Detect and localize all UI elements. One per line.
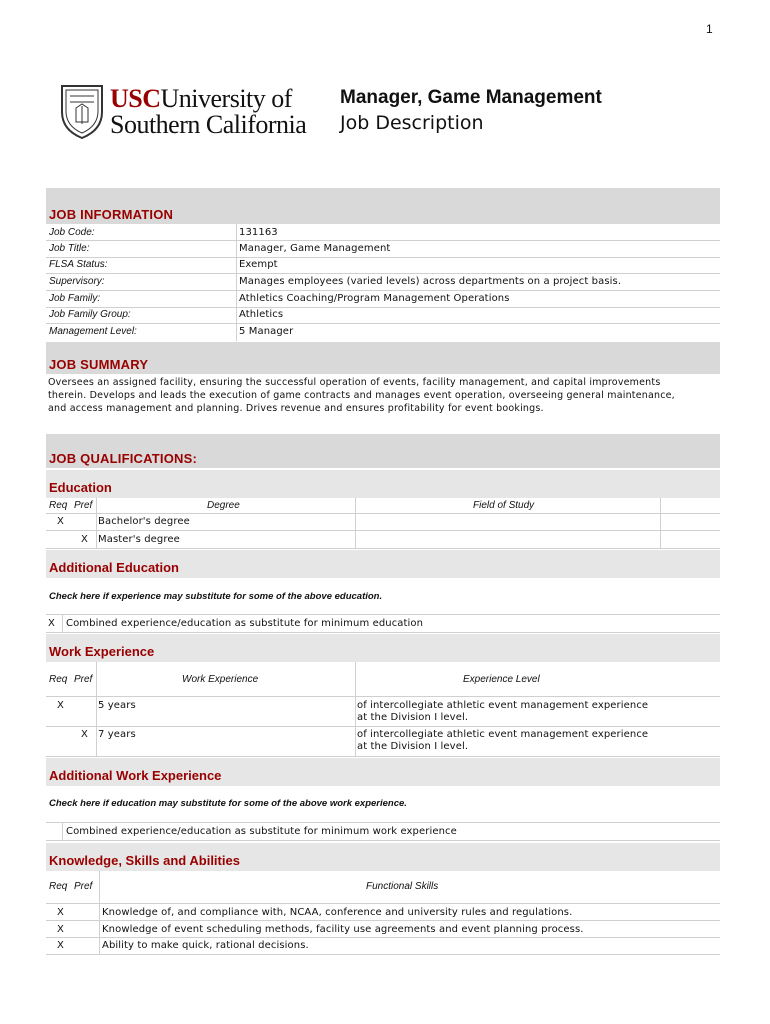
- job-summary-line-1: Oversees an assigned facility, ensuring the successful operation of events, facility management, and capital improvements: [48, 377, 661, 388]
- education-header: [46, 470, 720, 498]
- education-row-2-degree: Master's degree: [98, 534, 180, 545]
- additional-work-check-text: Check here if education may substitute for some of the above work experience.: [49, 798, 407, 809]
- work-row-2-level-line-1: of intercollegiate athletic event management experience: [357, 729, 649, 740]
- education-col-field: Field of Study: [473, 500, 535, 511]
- flsa-status-label: FLSA Status:: [49, 259, 108, 270]
- education-col-req: Req: [49, 500, 68, 511]
- supervisory-label: Supervisory:: [49, 276, 105, 287]
- ksa-row-2-text: Knowledge of event scheduling methods, facility use agreements and event planning process.: [102, 924, 584, 935]
- page-title: Manager, Game Management: [340, 87, 602, 108]
- management-level-value: 5 Manager: [239, 326, 294, 337]
- additional-work-item: Combined experience/education as substitute for minimum work experience: [66, 826, 457, 837]
- ksa-heading: Knowledge, Skills and Abilities: [49, 853, 240, 868]
- ksa-row-3-text: Ability to make quick, rational decisions.: [102, 940, 309, 951]
- work-row-2-years: 7 years: [98, 729, 136, 740]
- additional-education-header: [46, 550, 720, 578]
- work-experience-header: [46, 634, 720, 662]
- education-col-degree: Degree: [207, 500, 240, 511]
- additional-education-check-text: Check here if experience may substitute for some of the above education.: [49, 591, 383, 602]
- work-row-2-level-line-2: at the Division I level.: [357, 741, 469, 752]
- education-row-2-pref: X: [81, 534, 88, 545]
- work-row-1-req: X: [57, 700, 64, 711]
- job-family-group-value: Athletics: [239, 309, 284, 320]
- ksa-row-1-req: X: [57, 907, 64, 918]
- additional-education-heading: Additional Education: [49, 560, 179, 575]
- work-row-1-level-line-2: at the Division I level.: [357, 712, 469, 723]
- education-row-1-degree: Bachelor's degree: [98, 516, 190, 527]
- job-qualifications-heading: JOB QUALIFICATIONS:: [49, 451, 197, 466]
- additional-education-item: Combined experience/education as substitute for minimum education: [66, 618, 424, 629]
- logo-usc: USC: [110, 84, 161, 113]
- ksa-row-1-text: Knowledge of, and compliance with, NCAA, conference and university rules and regulations.: [102, 907, 573, 918]
- job-summary-line-3: and access management and planning. Drives revenue and ensures profitability for event bookings.: [48, 403, 544, 414]
- logo-university-of: University of: [160, 84, 292, 113]
- education-row-1-req: X: [57, 516, 64, 527]
- work-col-pref: Pref: [74, 674, 93, 685]
- job-summary-line-2: therein. Develops and leads the execution of game contracts and manages event operation, overseeing general maintenance,: [48, 390, 675, 401]
- work-experience-heading: Work Experience: [49, 644, 155, 659]
- flsa-status-value: Exempt: [239, 259, 278, 270]
- job-family-label: Job Family:: [49, 293, 101, 304]
- job-information-header: [46, 188, 720, 224]
- work-col-level: Experience Level: [463, 674, 540, 685]
- additional-work-experience-heading: Additional Work Experience: [49, 768, 222, 783]
- education-col-pref: Pref: [74, 500, 93, 511]
- job-code-value: 131163: [239, 227, 278, 238]
- work-row-1-years: 5 years: [98, 700, 136, 711]
- additional-work-experience-header: [46, 758, 720, 786]
- page-number: 1: [706, 22, 713, 36]
- job-summary-header: [46, 342, 720, 374]
- ksa-col-pref: Pref: [74, 881, 93, 892]
- page-subtitle: Job Description: [340, 112, 484, 134]
- supervisory-value: Manages employees (varied levels) across departments on a project basis.: [239, 276, 622, 287]
- ksa-row-2-req: X: [57, 924, 64, 935]
- education-heading: Education: [49, 480, 112, 495]
- logo-wordmark-line2: Southern California: [110, 110, 307, 139]
- additional-education-mark: X: [48, 618, 55, 629]
- job-family-group-label: Job Family Group:: [49, 309, 131, 320]
- management-level-label: Management Level:: [49, 326, 137, 337]
- ksa-row-3-req: X: [57, 940, 64, 951]
- job-qualifications-header: [46, 434, 720, 468]
- job-summary-heading: JOB SUMMARY: [49, 357, 149, 372]
- job-title-value: Manager, Game Management: [239, 243, 391, 254]
- work-row-2-pref: X: [81, 729, 88, 740]
- work-row-1-level-line-1: of intercollegiate athletic event management experience: [357, 700, 649, 711]
- job-title-label: Job Title:: [49, 243, 90, 254]
- job-family-value: Athletics Coaching/Program Management Operations: [239, 293, 510, 304]
- work-col-experience: Work Experience: [182, 674, 259, 685]
- job-code-label: Job Code:: [49, 227, 95, 238]
- work-col-req: Req: [49, 674, 68, 685]
- job-information-heading: JOB INFORMATION: [49, 207, 174, 222]
- ksa-col-skills: Functional Skills: [366, 881, 439, 892]
- usc-seal-icon: [58, 82, 106, 140]
- ksa-header: [46, 843, 720, 871]
- ksa-col-req: Req: [49, 881, 68, 892]
